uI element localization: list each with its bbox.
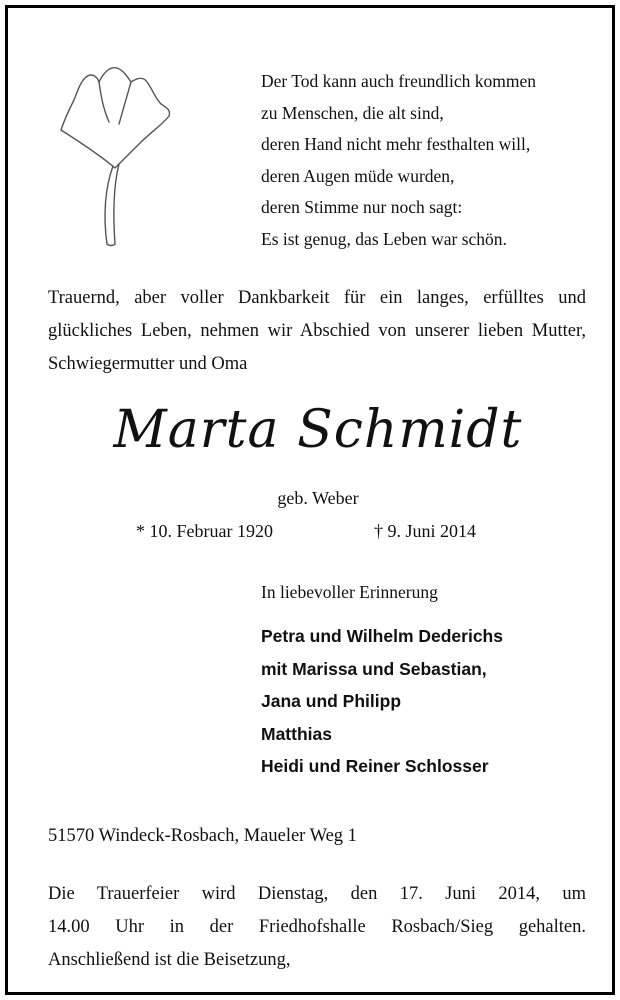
family-member: Matthias: [261, 723, 332, 744]
poem-line: Der Tod kann auch freundlich kommen: [261, 71, 536, 91]
death-date: † 9. Juni 2014: [374, 521, 477, 541]
poem-line: deren Stimme nur noch sagt:: [261, 197, 463, 217]
poem: [261, 66, 536, 255]
deceased-name: [8, 400, 620, 460]
service-line: Anschließend ist die Beisetzung,: [48, 950, 291, 970]
service-line: 14.00 Uhr in der Friedhofshalle Rosbach/Sieg gehalten.: [48, 917, 586, 937]
service-line: Die Trauerfeier wird Dienstag, den 17. Juni 2014, um: [48, 884, 586, 904]
memorial-heading: In liebevoller Erinnerung: [261, 582, 438, 602]
family-list: [261, 620, 503, 783]
deceased-name-text: Marta Schmidt: [113, 400, 523, 460]
family-member: Jana und Philipp: [261, 691, 402, 711]
family-member: mit Marissa und Sebastian,: [261, 658, 487, 679]
poem-line: zu Menschen, die alt sind,: [261, 102, 444, 123]
poem-line: Es ist genug, das Leben war schön.: [261, 228, 507, 249]
intro-paragraph: Trauernd, aber voller Dankbarkeit für ein langes, erfülltes und glückliches Leben, nehmen wir Abschied von unserer lieben Mutter, Schwiegermutter und Oma: [48, 288, 586, 374]
birth-date: * 10. Februar 1920: [136, 521, 273, 541]
family-member: Heidi und Reiner Schlosser: [261, 756, 489, 776]
address: 51570 Windeck-Rosbach, Maueler Weg 1: [48, 826, 357, 846]
birth-name: geb. Weber: [277, 488, 359, 508]
notice-frame: [5, 5, 615, 995]
service-paragraph: [48, 878, 586, 977]
poem-line: deren Augen müde wurden,: [261, 165, 455, 186]
family-member: Petra und Wilhelm Dederichs: [261, 626, 503, 646]
ginkgo-leaf-icon: [43, 48, 183, 248]
poem-line: deren Hand nicht mehr festhalten will,: [261, 134, 531, 154]
